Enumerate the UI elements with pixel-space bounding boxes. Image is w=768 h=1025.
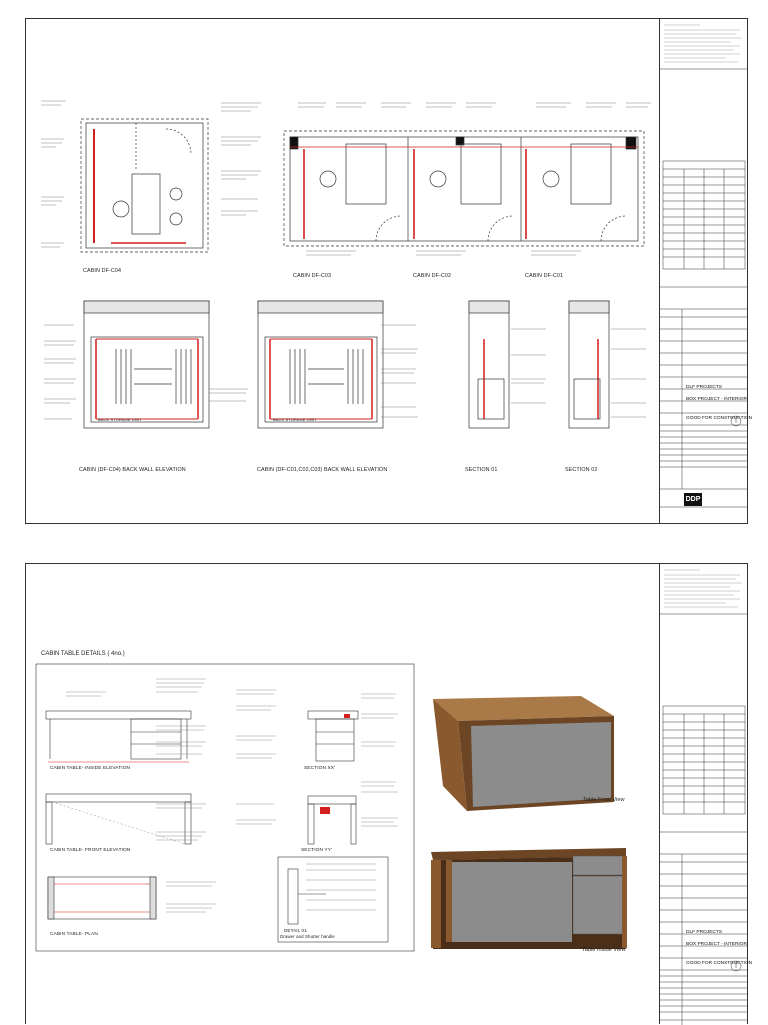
label-front-elevation: CABIN TABLE- FRONT ELEVATION: [50, 848, 131, 853]
elevation-c04: [84, 301, 209, 428]
elevation-label-c04: CABIN (DF-C04) BACK WALL ELEVATION: [79, 467, 186, 473]
drawing-sheet-1: [25, 18, 753, 524]
storage-label-c01-c03: BACK STORAGE UNIT: [273, 417, 317, 422]
sheet1-drawing-area: [26, 19, 661, 525]
table-section-xx: [308, 711, 358, 761]
sheet2-title: CABIN TABLE DETAILS ( 4no.): [41, 651, 125, 657]
storage-label-c04: BACK STORAGE UNIT: [98, 417, 142, 422]
elevation-c01-c03: [258, 301, 383, 428]
label-table-front-view: Table Front View: [583, 797, 625, 803]
title-block-2: [659, 564, 753, 1024]
plan-label-c01: CABIN DF-C01: [525, 273, 564, 279]
tb2-project: BOX PROJECT - INTERIOR: [686, 942, 747, 947]
label-section-yy: SECTION YY': [301, 848, 332, 853]
section-02: [569, 301, 609, 428]
drawing-sheet-2: [25, 563, 753, 1024]
table-inside-elevation: [46, 711, 191, 762]
sheet2-drawing-area: [26, 564, 661, 1025]
plan-label-c02: CABIN DF-C02: [413, 273, 452, 279]
plan-label-c03: CABIN DF-C03: [293, 273, 332, 279]
tb1-logo: DDP: [684, 493, 702, 506]
section-label-02: SECTION 02: [565, 467, 598, 473]
label-inside-elevation: CABIN TABLE- INSIDE ELEVATION: [50, 766, 131, 771]
elevation-label-c01-c03: CABIN (DF-C01,C02,C03) BACK WALL ELEVATION: [257, 467, 388, 473]
plan-cabins-c01-c03: [284, 131, 644, 246]
plan-cabin-c04: [81, 119, 208, 252]
tb1-client: DLF PROJECTS: [686, 385, 722, 390]
plan-label-c04: CABIN DF-C04: [83, 268, 122, 274]
table-front-elevation: [46, 794, 191, 844]
title-block-1-grid: [660, 19, 748, 525]
section-label-01: SECTION 01: [465, 467, 498, 473]
table-front-view-render: [433, 696, 614, 811]
tb1-status: GOOD FOR CONSTRUCTION: [686, 416, 753, 421]
tb1-project: BOX PROJECT - INTERIOR: [686, 397, 747, 402]
title-block-2-grid: [660, 564, 748, 1025]
tb2-client: DLF PROJECTS: [686, 930, 722, 935]
label-section-xx: SECTION XX': [304, 766, 336, 771]
label-detail-01-sub: Drawer and Shutter handle: [280, 934, 335, 939]
table-inside-view-render: [431, 848, 627, 949]
label-table-plan: CABIN TABLE- PLAN: [50, 932, 98, 937]
title-block-1: [659, 19, 753, 523]
label-table-inside-view: Table Inside View: [582, 947, 626, 953]
label-detail-01: DETAIL 01: [284, 928, 307, 933]
table-plan: [48, 877, 156, 919]
section-01: [469, 301, 509, 428]
table-section-yy: [308, 796, 356, 844]
tb2-status: GOOD FOR CONSTRUCTION: [686, 961, 753, 966]
